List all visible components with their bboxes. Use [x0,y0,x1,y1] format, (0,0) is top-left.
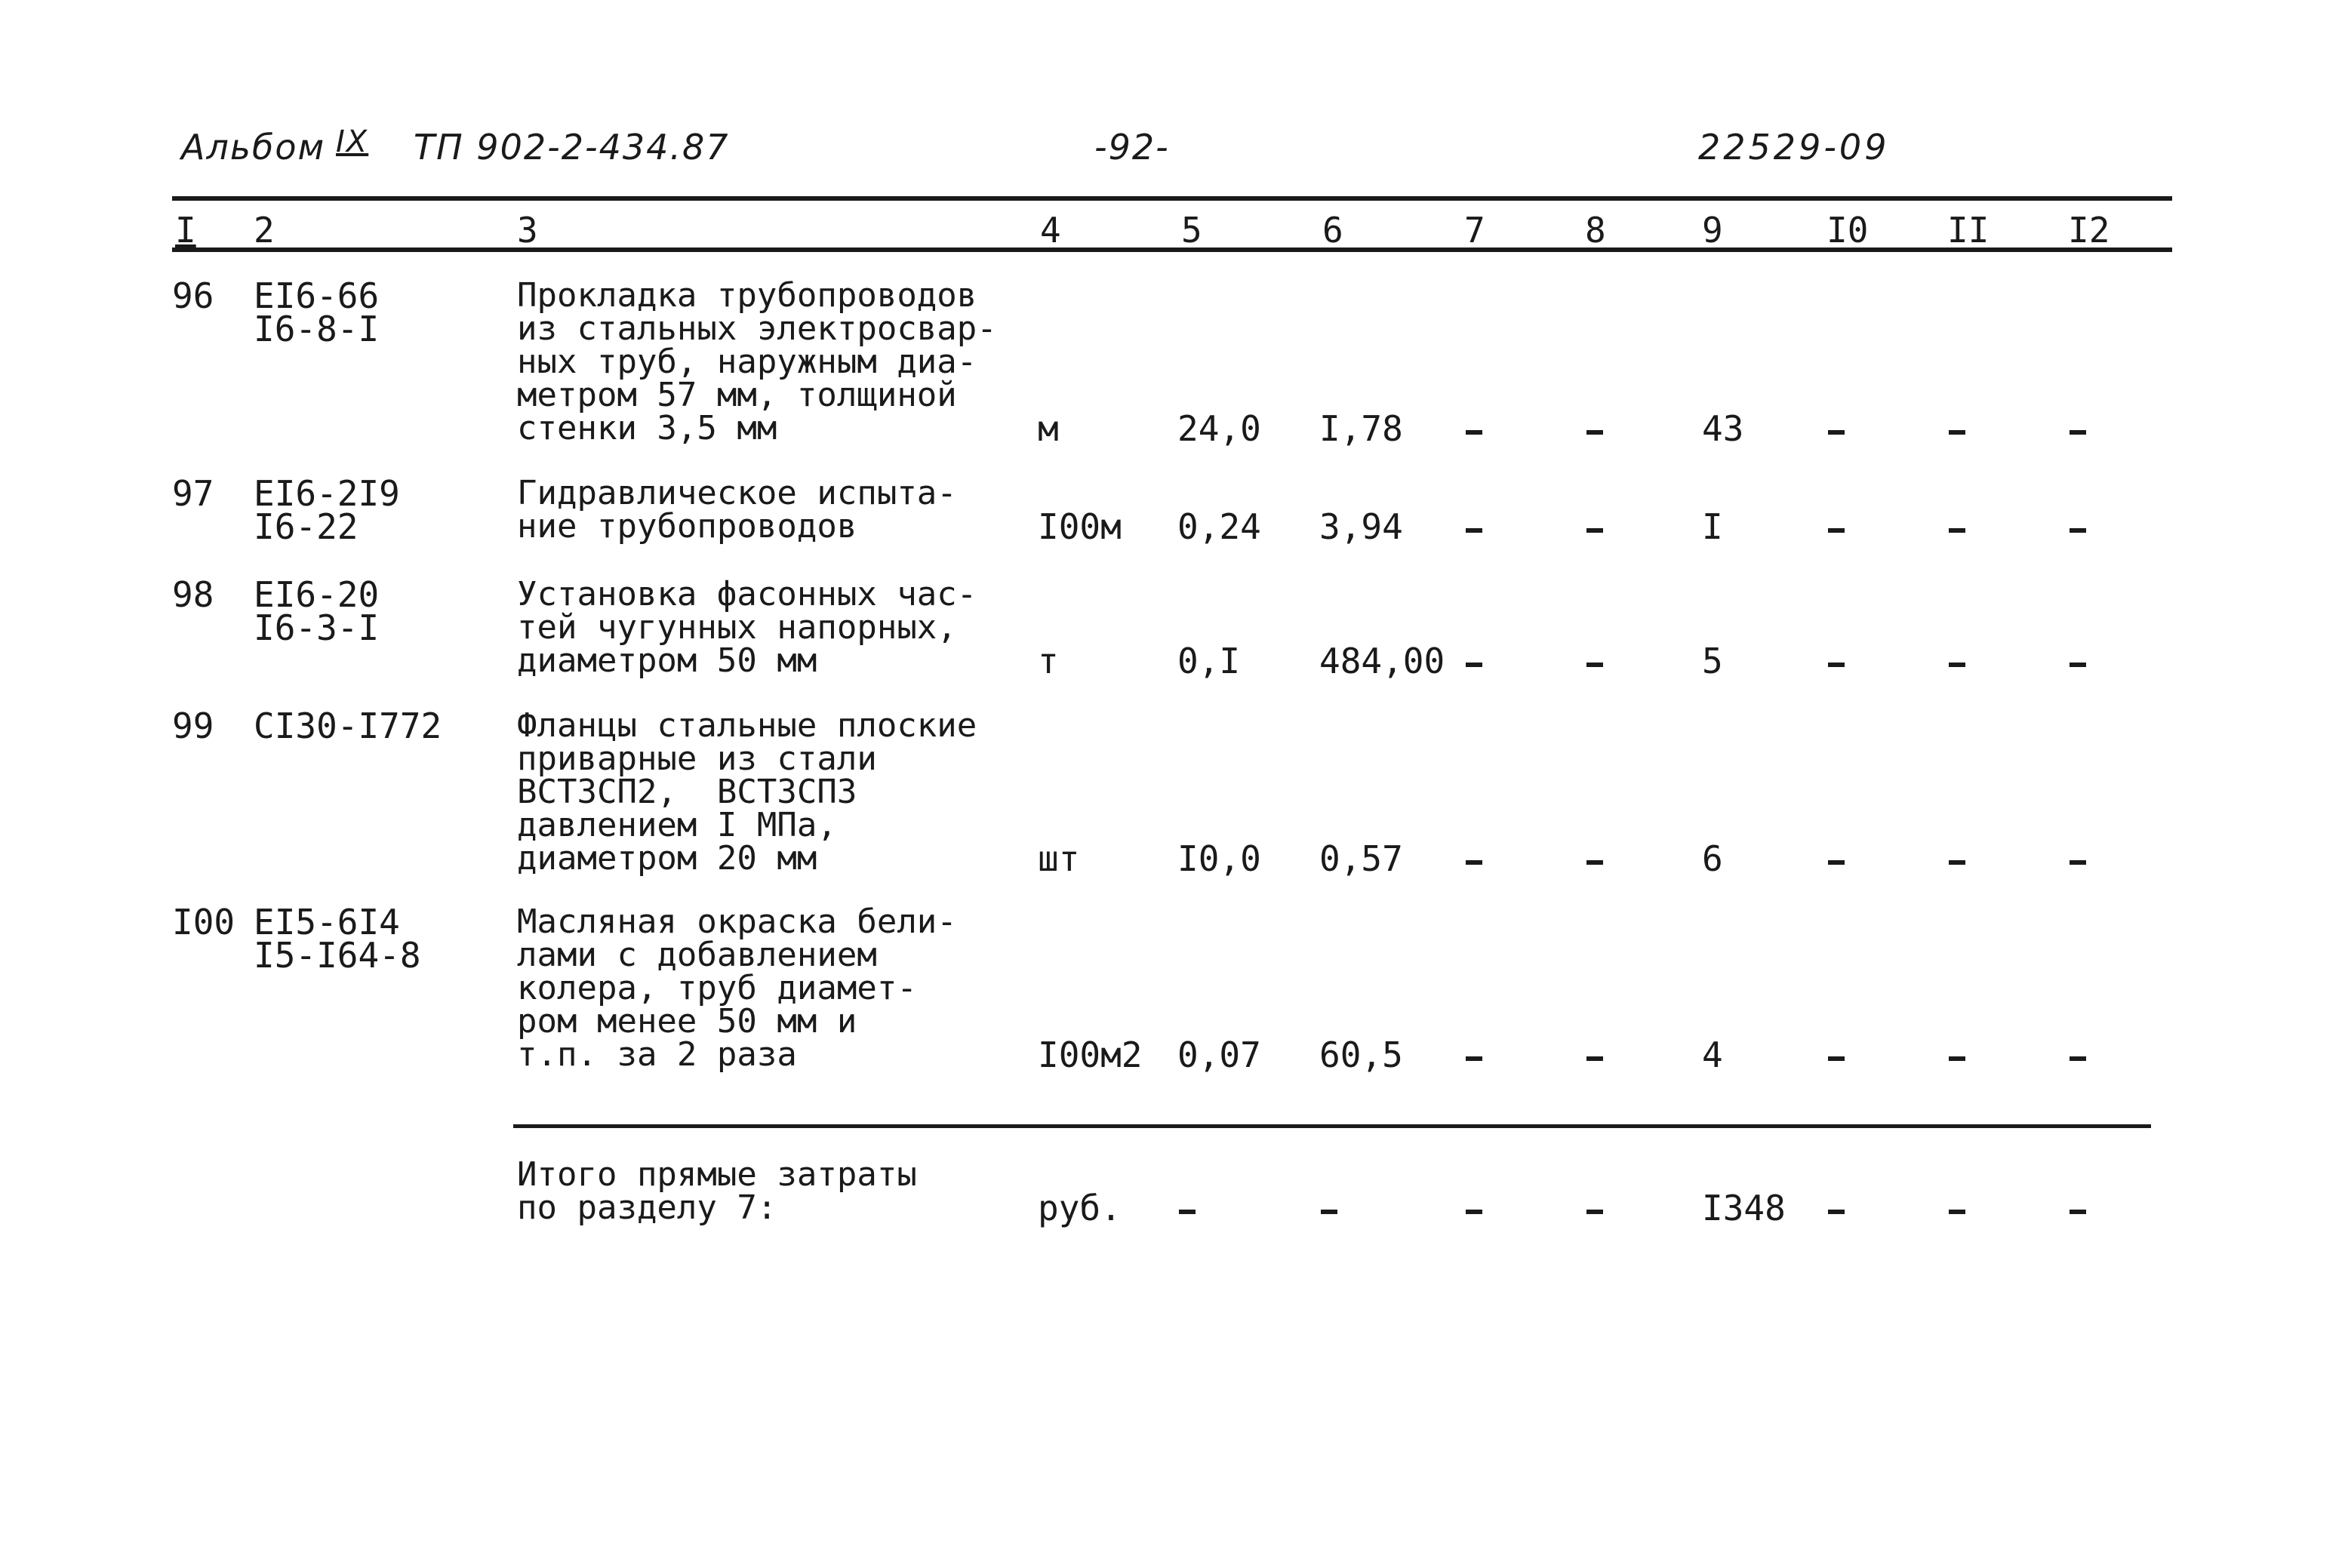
empty-value-dash [1828,1056,1845,1061]
empty-value-dash [1828,663,1845,667]
total-value-c9: I348 [1702,1188,1786,1228]
column-number: 8 [1585,210,1606,251]
total-label-line: Итого прямые затраты [517,1155,917,1194]
empty-value-dash [1586,1210,1603,1214]
work-description-line: ром менее 50 мм и [517,1002,857,1041]
empty-value-dash [1949,430,1965,435]
work-description-line: Установка фасонных час- [517,575,977,613]
empty-value-dash [1949,1056,1965,1061]
work-description-line: т.п. за 2 раза [517,1035,797,1074]
value-c5: 0,I [1177,641,1241,681]
work-description-line: стенки 3,5 мм [517,409,777,447]
column-number: I0 [1826,210,1869,251]
column-number: 9 [1702,210,1723,251]
project-code: ТП 902-2-434.87 [414,127,730,168]
rate-code-secondary: I6-8-I [254,309,380,349]
empty-value-dash [1828,528,1845,533]
empty-value-dash [1586,528,1603,533]
rate-code: EI5-6I4 [254,902,400,942]
column-number: 6 [1322,210,1343,251]
empty-value-dash [1466,430,1482,435]
empty-value-dash [1828,1210,1845,1214]
rate-code-secondary: I6-3-I [254,607,380,648]
empty-value-dash [2070,430,2086,435]
empty-value-dash [1828,860,1845,865]
value-c5: 0,07 [1177,1035,1261,1075]
value-c6: 3,94 [1319,506,1403,547]
empty-value-dash [1466,528,1482,533]
empty-value-dash [1466,663,1482,667]
unit-of-measure: шт [1038,838,1080,879]
empty-value-dash [2070,663,2086,667]
value-c6: 484,00 [1319,641,1445,681]
work-description-line: Гидравлическое испыта- [517,474,957,512]
unit-of-measure: I00м2 [1038,1035,1143,1075]
empty-value-dash [1586,663,1603,667]
work-description-line: лами с добавлением [517,936,877,974]
work-description-line: колера, труб диамет- [517,969,917,1007]
work-description-line: диаметром 50 мм [517,641,817,680]
total-label-line: по разделу 7: [517,1188,777,1227]
rate-code-secondary: I5-I64-8 [254,935,421,976]
work-description-line: диаметром 20 мм [517,839,817,878]
work-description-line: тей чугунных напорных, [517,608,957,647]
column-number: 3 [517,210,538,251]
row-number: I00 [172,902,235,942]
value-c6: 60,5 [1319,1035,1403,1075]
empty-value-dash [2070,528,2086,533]
header-rule-top [172,196,2172,201]
rate-code-secondary: I6-22 [254,506,359,547]
column-number: II [1947,210,1990,251]
empty-value-dash [1321,1210,1337,1214]
work-description-line: ных труб, наружным диа- [517,343,977,381]
column-number: I2 [2068,210,2110,251]
value-c9: I [1702,506,1723,547]
work-description-line: ние трубопроводов [517,507,857,546]
total-separator-rule [513,1124,2151,1128]
row-number: 99 [172,706,214,746]
empty-value-dash [2070,1210,2086,1214]
empty-value-dash [1949,1210,1965,1214]
work-description-line: Прокладка трубопроводов [517,276,977,315]
rate-code: EI6-66 [254,275,380,316]
empty-value-dash [1466,1210,1482,1214]
unit-of-measure: м [1038,408,1059,449]
empty-value-dash [1179,1210,1196,1214]
empty-value-dash [2070,1056,2086,1061]
work-description-line: из стальных электросвар- [517,309,997,348]
total-unit: руб. [1038,1188,1122,1228]
value-c5: I0,0 [1177,838,1261,879]
empty-value-dash [1466,1056,1482,1061]
row-number: 96 [172,275,214,316]
column-number: I [175,210,196,251]
empty-value-dash [1828,430,1845,435]
empty-value-dash [1586,430,1603,435]
page-number: -92- [1094,127,1170,168]
value-c9: 4 [1702,1035,1723,1075]
value-c5: 0,24 [1177,506,1261,547]
empty-value-dash [1586,1056,1603,1061]
work-description-line: приварные из стали [517,739,877,778]
empty-value-dash [1949,860,1965,865]
empty-value-dash [2070,860,2086,865]
value-c9: 5 [1702,641,1723,681]
unit-of-measure: I00м [1038,506,1122,547]
work-description-line: Фланцы стальные плоские [517,706,977,745]
value-c6: I,78 [1319,408,1403,449]
work-description-line: ВСТ3СП2, ВСТ3СП3 [517,773,857,811]
empty-value-dash [1949,528,1965,533]
empty-value-dash [1466,860,1482,865]
rate-code: EI6-2I9 [254,473,400,514]
rate-code: CI30-I772 [254,706,442,746]
column-number: 4 [1040,210,1061,251]
row-number: 97 [172,473,214,514]
empty-value-dash [1949,663,1965,667]
empty-value-dash [1586,860,1603,865]
header-rule-bottom [172,247,2172,252]
value-c9: 43 [1702,408,1744,449]
work-description-line: метром 57 мм, толщиной [517,376,957,414]
value-c5: 24,0 [1177,408,1261,449]
unit-of-measure: т [1038,641,1059,681]
row-number: 98 [172,574,214,615]
column-number: 2 [254,210,275,251]
value-c6: 0,57 [1319,838,1403,879]
album-label: Альбом [181,127,326,168]
rate-code: EI6-20 [254,574,380,615]
work-description-line: Масляная окраска бели- [517,902,957,941]
value-c9: 6 [1702,838,1723,879]
document-code: 22529-09 [1698,127,1890,168]
column-number: 5 [1181,210,1202,251]
column-number: 7 [1464,210,1485,251]
work-description-line: давлением I МПа, [517,806,837,844]
album-number: IX [336,125,369,159]
